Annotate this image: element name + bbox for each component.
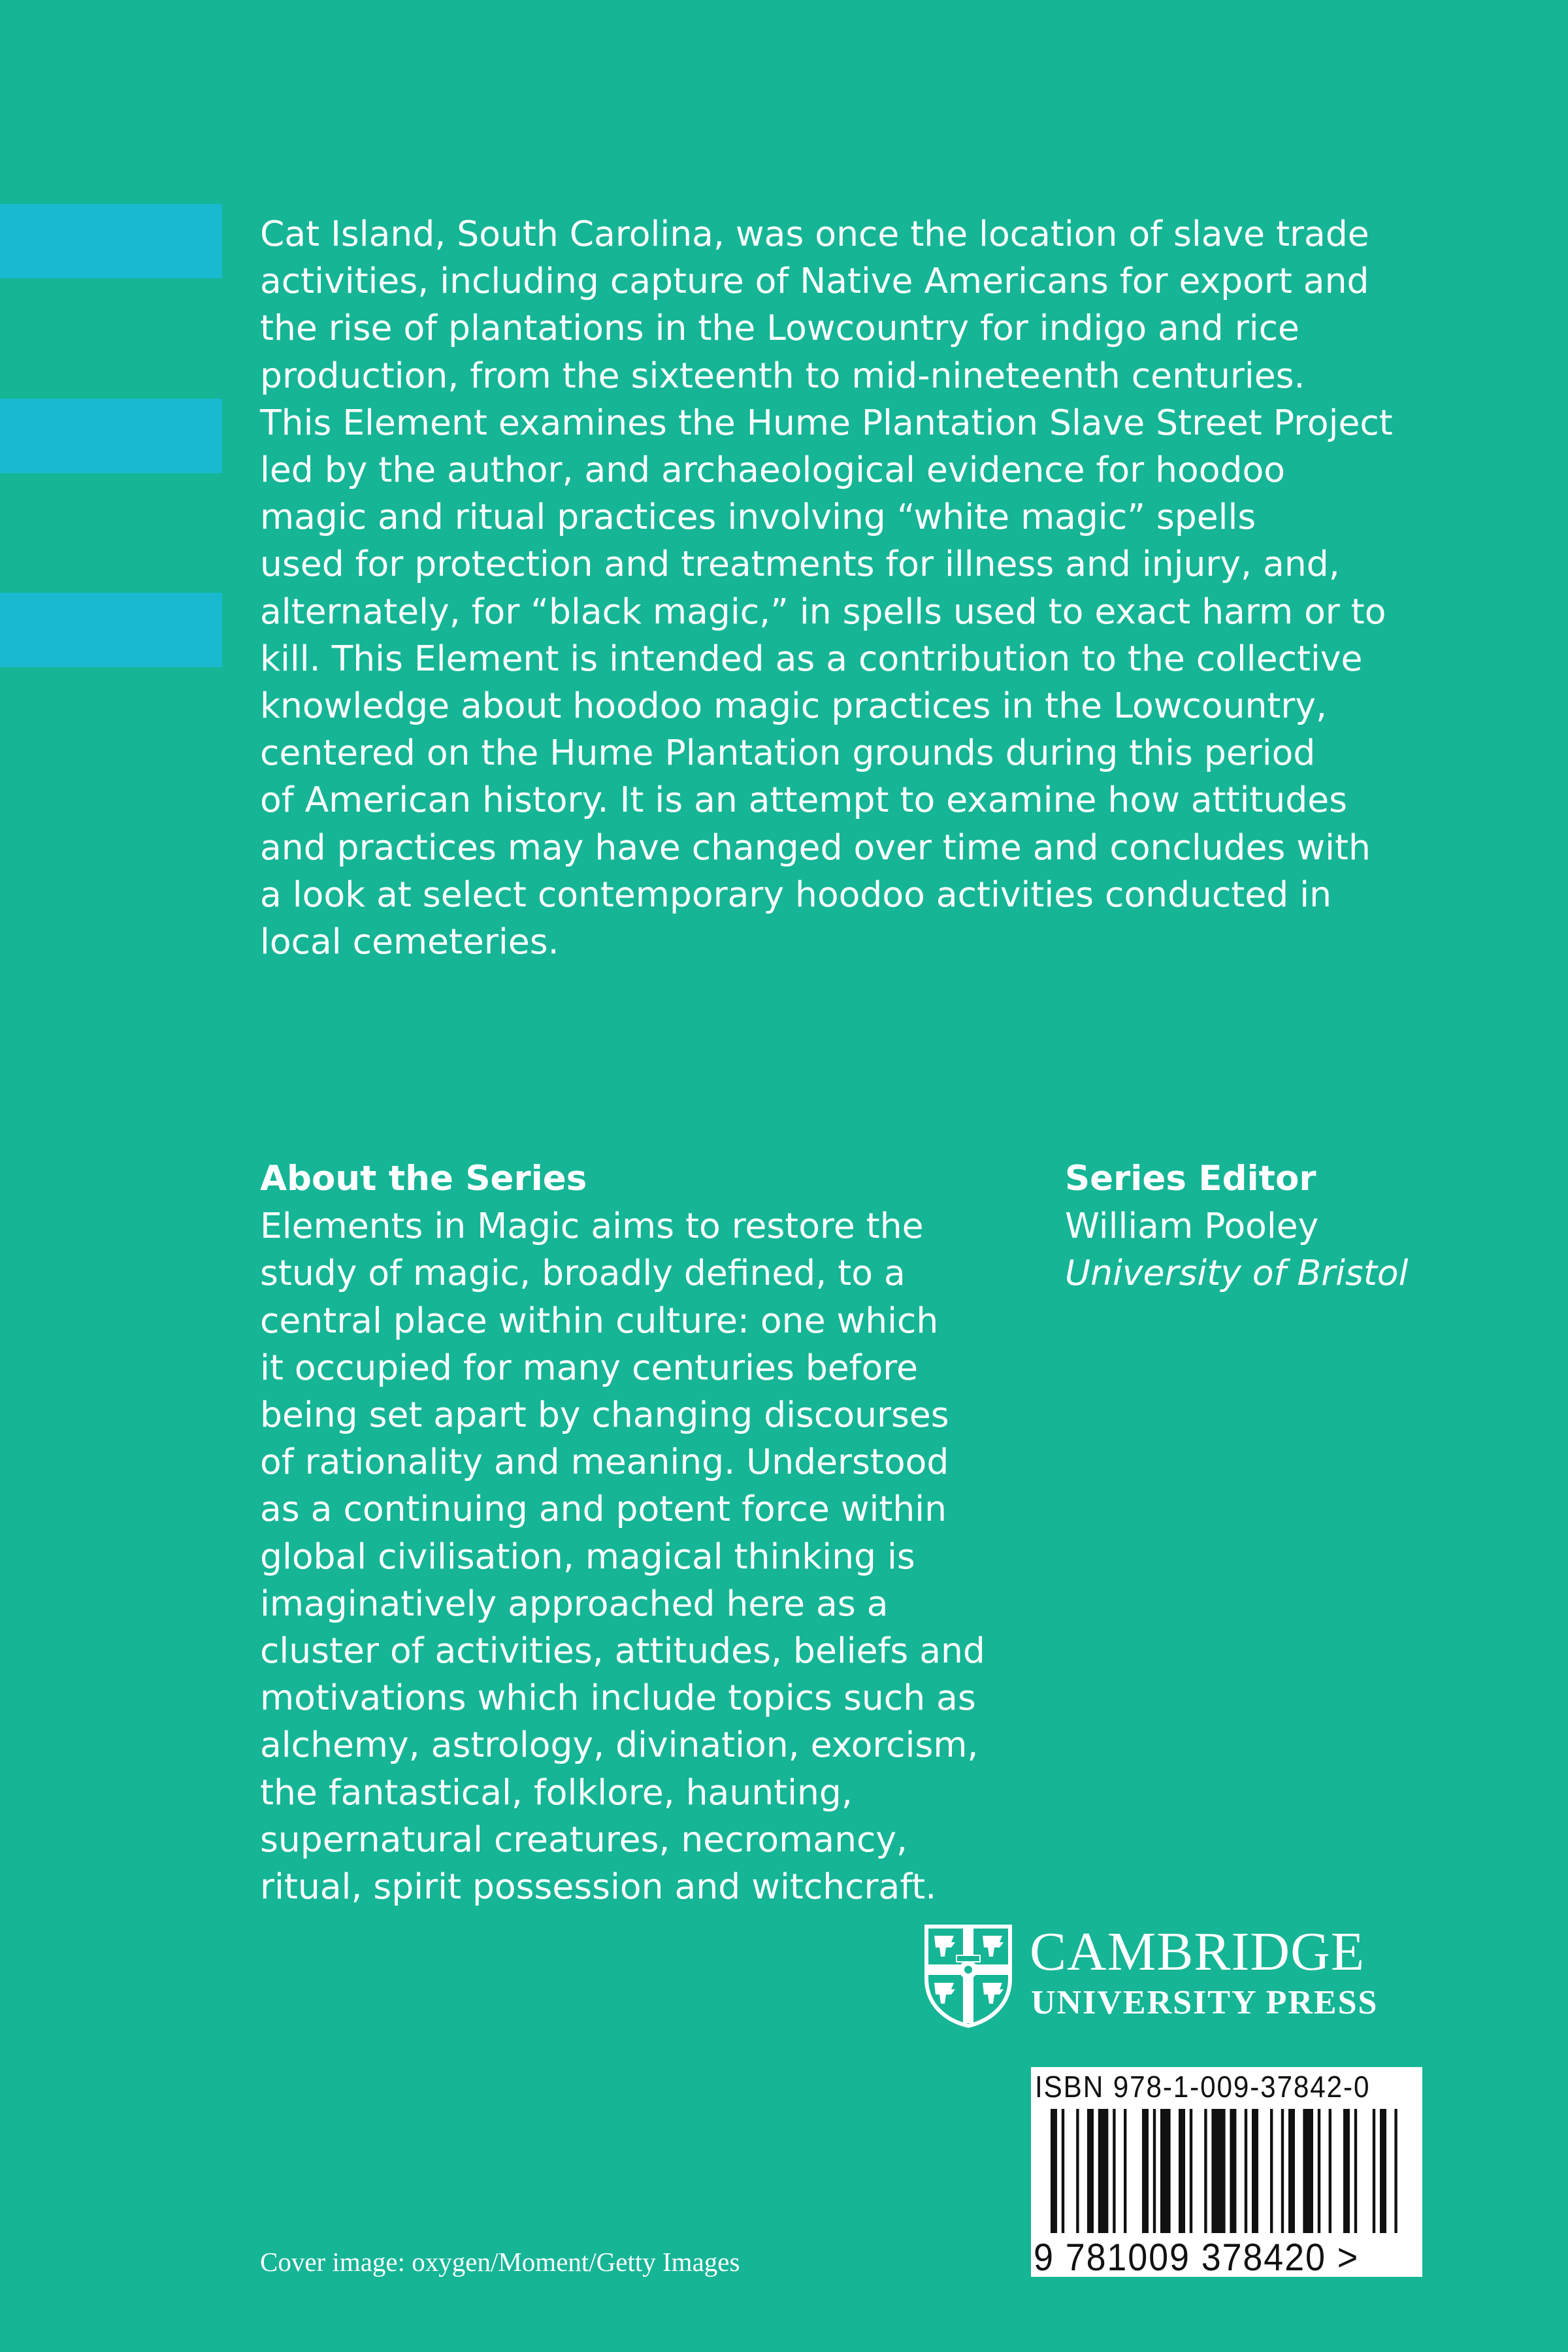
blurb-line: alternately, for “black magic,” in spells used to exact harm or to: [260, 590, 1386, 632]
about-series-line: global civilisation, magical thinking is: [260, 1535, 915, 1577]
barcode-bar: [1318, 2109, 1320, 2233]
about-series-line: alchemy, astrology, divination, exorcism,: [260, 1724, 979, 1766]
series-editor-name: William Pooley: [1065, 1205, 1319, 1247]
barcode-digits: 9 781009 378420 >: [1034, 2236, 1360, 2279]
isbn-barcode: [1031, 2067, 1422, 2277]
barcode-bar: [1211, 2109, 1225, 2233]
barcode-bar: [1160, 2109, 1171, 2233]
barcode-bar: [1270, 2109, 1273, 2233]
barcode-bar: [1303, 2109, 1313, 2233]
about-the-series: [260, 1155, 1044, 1910]
accent-stripe-middle: [0, 399, 222, 473]
barcode-bar: [1113, 2109, 1115, 2233]
blurb-line: Cat Island, South Carolina, was once the location of slave trade: [260, 213, 1369, 254]
series-editor-heading: Series Editor: [1065, 1159, 1316, 1199]
about-series-body: [260, 1202, 1044, 1910]
barcode-bar: [1153, 2109, 1156, 2233]
about-series-line: being set apart by changing discourses: [260, 1394, 949, 1436]
barcode-bar: [1252, 2109, 1258, 2233]
barcode-bar: [1179, 2109, 1185, 2233]
book-blurb: [260, 210, 1429, 965]
barcode-bar: [1204, 2109, 1207, 2233]
blurb-line: led by the author, and archaeological evidence for hoodoo: [260, 449, 1285, 491]
barcode-bar: [1380, 2109, 1386, 2233]
blurb-line: local cemeteries.: [260, 921, 559, 963]
about-series-line: imaginatively approached here as a: [260, 1582, 889, 1624]
blurb-line: a look at select contemporary hoodoo activities conducted in: [260, 873, 1332, 915]
about-series-line: motivations which include topics such as: [260, 1677, 976, 1719]
barcode-bar: [1230, 2109, 1236, 2233]
about-series-line: it occupied for many centuries before: [260, 1346, 919, 1388]
barcode-bar: [1288, 2109, 1295, 2233]
blurb-line: This Element examines the Hume Plantation Slave Street Project: [260, 401, 1393, 443]
barcode-bar: [1142, 2109, 1149, 2233]
blurb-line: activities, including capture of Native Americans for export and: [260, 260, 1369, 302]
about-series-line: central place within culture: one which: [260, 1299, 939, 1341]
blurb-line: and practices may have changed over time and concludes with: [260, 826, 1371, 868]
barcode-bar: [1354, 2109, 1357, 2233]
barcode-bar: [1373, 2109, 1375, 2233]
barcode-bar: [1062, 2109, 1064, 2233]
about-series-line: of rationality and meaning. Understood: [260, 1441, 949, 1483]
accent-stripe-top: [0, 204, 222, 278]
accent-stripe-bottom: [0, 593, 222, 667]
university-crest-icon: [923, 1923, 1014, 2029]
about-series-line: Elements in Magic aims to restore the: [260, 1205, 924, 1247]
blurb-line: the rise of plantations in the Lowcountry for indigo and rice: [260, 307, 1299, 349]
barcode-bar: [1087, 2109, 1094, 2233]
about-series-heading: About the Series: [260, 1159, 587, 1199]
barcode-bar: [1343, 2109, 1350, 2233]
blurb-line: centered on the Hume Plantation grounds during this period: [260, 732, 1316, 774]
about-series-line: study of magic, broadly defined, to a: [260, 1252, 906, 1294]
series-editor: [1065, 1155, 1457, 1297]
blurb-line: magic and ritual practices involving “white magic” spells: [260, 496, 1256, 538]
barcode-bar: [1051, 2109, 1057, 2233]
blurb-line: used for protection and treatments for illness and injury, and,: [260, 543, 1340, 585]
barcode-bar: [1098, 2109, 1109, 2233]
series-editor-affiliation: University of Bristol: [1065, 1252, 1409, 1294]
isbn-label: ISBN 978-1-009-37842-0: [1035, 2070, 1371, 2104]
blurb-line: kill. This Element is intended as a contribution to the collective: [260, 637, 1363, 679]
cover-image-credit: Cover image: oxygen/Moment/Getty Images: [260, 2247, 740, 2277]
blurb-line: of American history. It is an attempt to examine how attitudes: [260, 779, 1348, 821]
blurb-line: production, from the sixteenth to mid-nineteenth centuries.: [260, 354, 1305, 396]
publisher-subtitle: UNIVERSITY PRESS: [1031, 1984, 1379, 2021]
publisher-name: CAMBRIDGE: [1030, 1921, 1365, 1982]
about-series-line: cluster of activities, attitudes, beliefs and: [260, 1630, 985, 1672]
barcode-bar: [1394, 2109, 1397, 2233]
blurb-line: knowledge about hoodoo magic practices in the Lowcountry,: [260, 685, 1328, 727]
publisher-logo: [923, 1921, 1432, 2032]
about-series-line: supernatural creatures, necromancy,: [260, 1818, 908, 1860]
about-series-line: the fantastical, folklore, haunting,: [260, 1771, 853, 1813]
barcode-bar: [1076, 2109, 1079, 2233]
barcode-bar: [1281, 2109, 1284, 2233]
barcode-bar: [1124, 2109, 1126, 2233]
about-series-line: ritual, spirit possession and witchcraft.: [260, 1866, 937, 1908]
barcode-bar: [1190, 2109, 1192, 2233]
barcode-bar: [1245, 2109, 1247, 2233]
barcode-bar: [1329, 2109, 1331, 2233]
about-series-line: as a continuing and potent force within: [260, 1488, 947, 1530]
